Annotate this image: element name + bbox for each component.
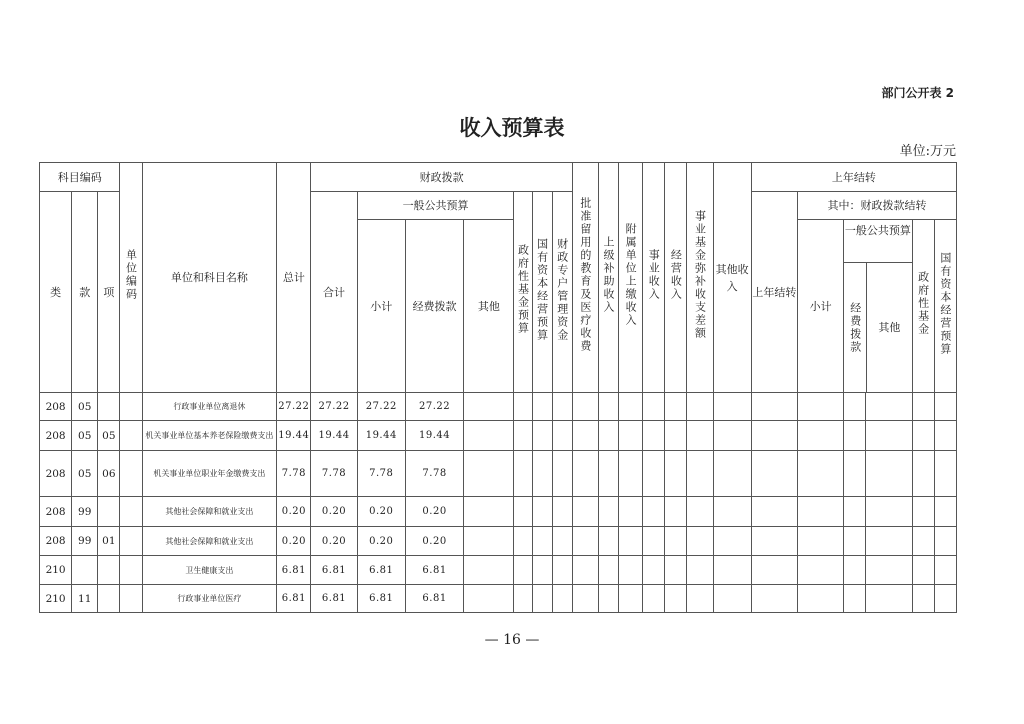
empty-cell <box>866 497 912 527</box>
cell-name: 机关事业单位职业年金缴费支出 <box>142 451 277 497</box>
empty-cell <box>665 393 687 421</box>
header-retained: 批准留用的教育及医疗收费 <box>572 163 598 393</box>
empty-cell <box>532 451 552 497</box>
unit-label: 单位:万元 <box>899 144 956 159</box>
page-title: 收入预算表 <box>459 116 565 140</box>
cell-subtotal: 6.81 <box>357 585 405 613</box>
empty-cell <box>751 585 797 613</box>
header-co-gov-fund: 政府性基金 <box>912 220 934 393</box>
header-operating-income: 经营收入 <box>665 163 687 393</box>
cell-lei: 210 <box>40 585 72 613</box>
header-gov-fund: 政府性基金预算 <box>514 192 532 393</box>
empty-cell <box>619 451 643 497</box>
document-label: 部门公开表 2 <box>881 86 954 100</box>
empty-cell <box>514 585 532 613</box>
empty-cell <box>464 585 514 613</box>
empty-cell <box>844 556 866 585</box>
cell-name: 行政事业单位离退休 <box>142 393 277 421</box>
cell-lei: 208 <box>40 451 72 497</box>
cell-kuan: 11 <box>72 585 98 613</box>
cell-total: 6.81 <box>277 585 311 613</box>
cell-code <box>120 527 142 556</box>
empty-cell <box>572 421 598 451</box>
cell-xiang <box>98 585 120 613</box>
empty-cell <box>532 393 552 421</box>
cell-total: 19.44 <box>277 421 311 451</box>
cell-lei: 208 <box>40 393 72 421</box>
cell-kuan: 05 <box>72 451 98 497</box>
header-special-account: 财政专户管理资金 <box>552 192 572 393</box>
cell-fiscal-total: 19.44 <box>311 421 357 451</box>
empty-cell <box>797 421 843 451</box>
empty-cell <box>844 497 866 527</box>
header-other: 其他 <box>464 220 514 393</box>
empty-cell <box>572 556 598 585</box>
cell-kuan: 05 <box>72 393 98 421</box>
empty-cell <box>687 393 713 421</box>
empty-cell <box>912 585 934 613</box>
empty-cell <box>866 585 912 613</box>
empty-cell <box>751 556 797 585</box>
empty-cell <box>713 527 751 556</box>
header-co-appropriation: 经费拨款 <box>848 301 862 354</box>
empty-cell <box>532 421 552 451</box>
empty-cell <box>713 421 751 451</box>
header-xiang: 项 <box>98 192 120 393</box>
header-carryover-fiscal: 其中：财政拨款结转 <box>797 192 956 220</box>
cell-kuan: 99 <box>72 497 98 527</box>
empty-cell <box>552 585 572 613</box>
cell-kuan: 99 <box>72 527 98 556</box>
empty-cell <box>713 393 751 421</box>
empty-cell <box>751 497 797 527</box>
empty-cell <box>665 585 687 613</box>
empty-cell <box>751 421 797 451</box>
empty-cell <box>687 556 713 585</box>
empty-cell <box>934 527 956 556</box>
header-state-capital: 国有资本经营预算 <box>532 192 552 393</box>
empty-cell <box>619 497 643 527</box>
empty-cell <box>751 451 797 497</box>
empty-cell <box>572 451 598 497</box>
empty-cell <box>797 451 843 497</box>
empty-cell <box>866 556 912 585</box>
empty-cell <box>866 393 912 421</box>
empty-cell <box>844 527 866 556</box>
cell-appropriation: 6.81 <box>405 585 463 613</box>
table-row <box>40 393 957 421</box>
empty-cell <box>552 451 572 497</box>
empty-cell <box>912 527 934 556</box>
empty-cell <box>598 585 618 613</box>
empty-cell <box>598 497 618 527</box>
empty-cell <box>844 421 866 451</box>
header-general-budget: 一般公共预算 <box>357 192 514 220</box>
empty-cell <box>665 497 687 527</box>
empty-cell <box>751 393 797 421</box>
header-unit-code: 单位编码 <box>120 163 142 393</box>
table-row <box>40 556 957 585</box>
cell-total: 7.78 <box>277 451 311 497</box>
header-lei: 类 <box>40 192 72 393</box>
empty-cell <box>552 393 572 421</box>
table-row <box>40 585 957 613</box>
empty-cell <box>912 451 934 497</box>
cell-kuan: 05 <box>72 421 98 451</box>
empty-cell <box>552 527 572 556</box>
empty-cell <box>866 421 912 451</box>
empty-cell <box>797 585 843 613</box>
header-kuan: 款 <box>72 192 98 393</box>
empty-cell <box>598 451 618 497</box>
empty-cell <box>665 527 687 556</box>
empty-cell <box>643 393 665 421</box>
cell-xiang <box>98 497 120 527</box>
cell-code <box>120 393 142 421</box>
cell-subtotal: 27.22 <box>357 393 405 421</box>
cell-xiang: 06 <box>98 451 120 497</box>
empty-cell <box>598 393 618 421</box>
cell-lei: 208 <box>40 527 72 556</box>
empty-cell <box>912 497 934 527</box>
cell-subtotal: 19.44 <box>357 421 405 451</box>
cell-subtotal: 7.78 <box>357 451 405 497</box>
empty-cell <box>464 497 514 527</box>
cell-code <box>120 451 142 497</box>
header-fiscal: 财政拨款 <box>311 163 572 192</box>
empty-cell <box>912 393 934 421</box>
empty-cell <box>619 556 643 585</box>
header-name: 单位和科目名称 <box>142 163 277 393</box>
empty-cell <box>797 556 843 585</box>
cell-lei: 208 <box>40 497 72 527</box>
empty-cell <box>934 497 956 527</box>
cell-appropriation: 6.81 <box>405 556 463 585</box>
cell-name: 其他社会保障和就业支出 <box>142 497 277 527</box>
cell-fiscal-total: 0.20 <box>311 527 357 556</box>
empty-cell <box>572 393 598 421</box>
cell-appropriation: 7.78 <box>405 451 463 497</box>
cell-fiscal-total: 27.22 <box>311 393 357 421</box>
empty-cell <box>532 556 552 585</box>
empty-cell <box>665 556 687 585</box>
cell-total: 6.81 <box>277 556 311 585</box>
empty-cell <box>552 497 572 527</box>
empty-cell <box>464 393 514 421</box>
header-business-income: 事业收入 <box>643 163 665 393</box>
cell-fiscal-total: 7.78 <box>311 451 357 497</box>
empty-cell <box>643 585 665 613</box>
cell-subtotal: 6.81 <box>357 556 405 585</box>
cell-xiang: 01 <box>98 527 120 556</box>
cell-xiang <box>98 393 120 421</box>
empty-cell <box>514 556 532 585</box>
empty-cell <box>934 556 956 585</box>
empty-cell <box>464 556 514 585</box>
empty-cell <box>572 497 598 527</box>
cell-code <box>120 556 142 585</box>
header-co-state-capital: 国有资本经营预算 <box>934 220 956 393</box>
cell-code <box>120 421 142 451</box>
cell-xiang: 05 <box>98 421 120 451</box>
cell-name: 机关事业单位基本养老保险缴费支出 <box>142 421 277 451</box>
cell-fiscal-total: 0.20 <box>311 497 357 527</box>
empty-cell <box>912 556 934 585</box>
empty-cell <box>514 527 532 556</box>
cell-appropriation: 19.44 <box>405 421 463 451</box>
empty-cell <box>713 451 751 497</box>
cell-lei: 210 <box>40 556 72 585</box>
empty-cell <box>713 556 751 585</box>
cell-xiang <box>98 556 120 585</box>
empty-cell <box>665 451 687 497</box>
cell-total: 27.22 <box>277 393 311 421</box>
empty-cell <box>643 421 665 451</box>
cell-total: 0.20 <box>277 497 311 527</box>
empty-cell <box>866 451 912 497</box>
empty-cell <box>934 451 956 497</box>
empty-cell <box>514 393 532 421</box>
header-carryover: 上年结转 <box>751 163 956 192</box>
header-superior-subsidy: 上级补助收入 <box>598 163 618 393</box>
empty-cell <box>797 393 843 421</box>
empty-cell <box>532 497 552 527</box>
empty-cell <box>514 497 532 527</box>
cell-subtotal: 0.20 <box>357 527 405 556</box>
table-row <box>40 451 957 497</box>
empty-cell <box>643 451 665 497</box>
empty-cell <box>687 451 713 497</box>
empty-cell <box>751 527 797 556</box>
header-subtotal: 小计 <box>357 220 405 393</box>
cell-total: 0.20 <box>277 527 311 556</box>
empty-cell <box>464 451 514 497</box>
empty-cell <box>619 585 643 613</box>
table-row <box>40 527 957 556</box>
header-co-general: 一般公共预算 经费拨款 其他 <box>844 220 912 393</box>
empty-cell <box>643 556 665 585</box>
header-fund-balance: 事业基金弥补收支差额 <box>687 163 713 393</box>
empty-cell <box>797 527 843 556</box>
empty-cell <box>572 527 598 556</box>
empty-cell <box>514 451 532 497</box>
cell-lei: 208 <box>40 421 72 451</box>
empty-cell <box>552 556 572 585</box>
empty-cell <box>934 393 956 421</box>
empty-cell <box>713 497 751 527</box>
cell-name: 卫生健康支出 <box>142 556 277 585</box>
empty-cell <box>552 421 572 451</box>
header-other-income: 其他收入 <box>713 163 751 393</box>
empty-cell <box>844 451 866 497</box>
cell-appropriation: 27.22 <box>405 393 463 421</box>
header-subject-code: 科目编码 <box>40 163 120 192</box>
header-co-other: 其他 <box>878 321 901 334</box>
cell-fiscal-total: 6.81 <box>311 585 357 613</box>
header-total: 总计 <box>277 163 311 393</box>
cell-name: 其他社会保障和就业支出 <box>142 527 277 556</box>
header-fiscal-total: 合计 <box>311 192 357 393</box>
empty-cell <box>619 421 643 451</box>
empty-cell <box>532 585 552 613</box>
empty-cell <box>643 527 665 556</box>
empty-cell <box>598 421 618 451</box>
empty-cell <box>598 527 618 556</box>
empty-cell <box>934 585 956 613</box>
empty-cell <box>643 497 665 527</box>
cell-code <box>120 585 142 613</box>
page-number: — 16 — <box>484 632 540 648</box>
header-co-subtotal: 小计 <box>797 220 843 393</box>
cell-code <box>120 497 142 527</box>
empty-cell <box>713 585 751 613</box>
header-appropriation: 经费拨款 <box>405 220 463 393</box>
empty-cell <box>844 393 866 421</box>
cell-subtotal: 0.20 <box>357 497 405 527</box>
table-row <box>40 421 957 451</box>
empty-cell <box>532 527 552 556</box>
empty-cell <box>619 393 643 421</box>
empty-cell <box>464 421 514 451</box>
cell-kuan <box>72 556 98 585</box>
income-budget-table <box>39 162 957 613</box>
empty-cell <box>687 585 713 613</box>
table-row <box>40 497 957 527</box>
empty-cell <box>598 556 618 585</box>
header-affiliated: 附属单位上缴收入 <box>619 163 643 393</box>
empty-cell <box>619 527 643 556</box>
empty-cell <box>514 421 532 451</box>
header-carryover-prev: 上年结转 <box>751 192 797 393</box>
empty-cell <box>687 527 713 556</box>
cell-appropriation: 0.20 <box>405 497 463 527</box>
empty-cell <box>665 421 687 451</box>
empty-cell <box>572 585 598 613</box>
cell-name: 行政事业单位医疗 <box>142 585 277 613</box>
cell-fiscal-total: 6.81 <box>311 556 357 585</box>
empty-cell <box>687 497 713 527</box>
empty-cell <box>464 527 514 556</box>
empty-cell <box>912 421 934 451</box>
empty-cell <box>934 421 956 451</box>
empty-cell <box>687 421 713 451</box>
empty-cell <box>866 527 912 556</box>
empty-cell <box>844 585 866 613</box>
cell-appropriation: 0.20 <box>405 527 463 556</box>
empty-cell <box>797 497 843 527</box>
